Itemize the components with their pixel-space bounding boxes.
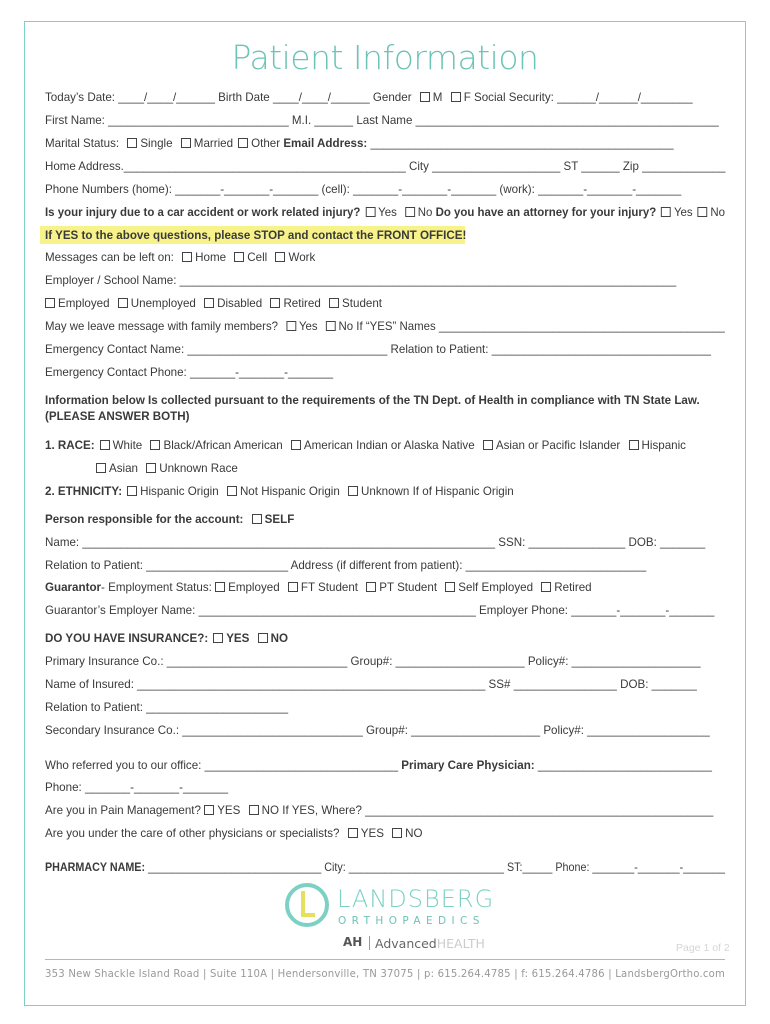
form-text: _____________________________ City: __________________________ ST:_____ Phone: _______-_______-_______ (145, 861, 726, 874)
form-text: First Name: ____________________________ M.I. ______ Last Name _______________________________________________ (45, 114, 719, 127)
form-text: No If “YES” Names _____________________________________________ (338, 320, 725, 333)
form-text: Emergency Contact Name: _______________________________ Relation to Patient: __________________________________ (45, 343, 711, 356)
checkbox[interactable] (204, 298, 214, 308)
checkbox[interactable] (661, 207, 671, 217)
checkbox[interactable] (420, 92, 430, 102)
form-text: Emergency Contact Phone: _______-_______-_______ (45, 366, 334, 379)
form-text: FT Student (300, 581, 362, 594)
form-text: Do you have an attorney for your injury? (435, 206, 657, 219)
form-line (45, 724, 710, 738)
form-text: Employed (228, 581, 283, 594)
form-text: (PLEASE ANSWER BOTH) (45, 410, 190, 423)
form-text: ___________________________ (534, 759, 712, 772)
form-text: 2. ETHNICITY: (45, 485, 123, 498)
form-text: Asian or Pacific Islander (495, 439, 624, 452)
form-text: Student (342, 297, 383, 310)
form-text: Married (193, 137, 234, 150)
health-word: HEALTH (436, 936, 485, 951)
form-text: YES (226, 632, 253, 645)
checkbox[interactable] (629, 440, 639, 450)
form-text: NO (270, 632, 288, 645)
form-text: Other (251, 137, 284, 150)
checkbox[interactable] (181, 138, 191, 148)
form-text: Phone: _______-_______-_______ (45, 781, 229, 794)
checkbox[interactable] (234, 252, 244, 262)
form-text: YES (217, 804, 244, 817)
form-line (45, 160, 725, 174)
form-text: Yes (673, 206, 693, 219)
checkbox[interactable] (348, 828, 358, 838)
advanced-health-mark-icon: AH (343, 935, 363, 949)
checkbox[interactable] (127, 138, 137, 148)
form-line (45, 410, 190, 424)
logo-brand-text: LANDSBERG (337, 885, 495, 913)
form-text: Hispanic (641, 439, 686, 452)
form-line (45, 632, 288, 646)
checkbox[interactable] (213, 633, 223, 643)
advanced-health-text (375, 936, 485, 951)
form-text: May we leave message with family members? (45, 320, 282, 333)
form-line (45, 251, 315, 265)
form-text: M (432, 91, 446, 104)
form-text: PT Student (379, 581, 441, 594)
form-text: NO (405, 827, 423, 840)
form-text: Name of Insured: ______________________________________________________ SS# ________________ DOB: _______ (45, 678, 697, 691)
form-line (45, 559, 646, 573)
checkbox[interactable] (326, 321, 336, 331)
form-text: Are you under the care of other physicians or specialists? (45, 827, 343, 840)
form-line (45, 581, 592, 595)
checkbox[interactable] (405, 207, 415, 217)
checkbox[interactable] (698, 207, 708, 217)
logo-l-icon (301, 891, 315, 917)
form-line (45, 804, 713, 818)
form-line (45, 366, 333, 380)
form-line (45, 827, 423, 841)
form-text: Black/African American (163, 439, 286, 452)
form-text: Relation to Patient: ______________________ Address (if different from patient): ____________________________ (45, 559, 647, 572)
form-text: Who referred you to our office: ______________________________ (45, 759, 402, 772)
form-line (45, 183, 681, 197)
form-text: American Indian or Alaska Native (303, 439, 478, 452)
form-text: Employer / School Name: _____________________________________________________________________________ (45, 274, 677, 287)
checkbox[interactable] (127, 486, 137, 496)
checkbox[interactable] (96, 463, 106, 473)
form-text: Retired (283, 297, 325, 310)
checkbox[interactable] (227, 486, 237, 496)
checkbox[interactable] (541, 582, 551, 592)
form-text: Relation to Patient: ______________________ (45, 701, 289, 714)
form-text: Cell (247, 251, 271, 264)
form-text: Self Employed (458, 581, 537, 594)
checkbox[interactable] (275, 252, 285, 262)
form-text: No (710, 206, 726, 219)
checkbox[interactable] (329, 298, 339, 308)
checkbox[interactable] (451, 92, 461, 102)
checkbox[interactable] (288, 582, 298, 592)
form-text: Hispanic Origin (140, 485, 222, 498)
form-line (45, 274, 676, 288)
form-text: Work (288, 251, 316, 264)
form-text: Email Address: (283, 137, 368, 150)
form-text: Is your injury due to a car accident or work related injury? (45, 206, 361, 219)
form-line (96, 462, 238, 476)
form-text: Are you in Pain Management? (45, 804, 205, 817)
form-text: Person responsible for the account: (45, 513, 247, 526)
checkbox[interactable] (146, 463, 156, 473)
form-text: Home Address.____________________________________________ City ____________________ ST ______ Zip _____________ (45, 160, 726, 173)
form-line (45, 701, 288, 715)
checkbox[interactable] (258, 633, 268, 643)
form-text: Home (195, 251, 230, 264)
form-line (45, 297, 382, 311)
form-text: Asian (109, 462, 142, 475)
form-text: Not Hispanic Origin (239, 485, 344, 498)
form-text: Retired (554, 581, 592, 594)
form-text: Guarantor (45, 581, 102, 594)
form-text: Primary Care Physician: (401, 759, 535, 772)
form-text: Marital Status: (45, 137, 123, 150)
form-line (45, 485, 514, 499)
form-line (45, 513, 294, 527)
checkbox[interactable] (204, 805, 214, 815)
form-text: Information below Is collected pursuant to the requirements of the TN Dept. of Health in compliance with TN State Law. (45, 394, 700, 407)
form-text: Yes (378, 206, 401, 219)
form-text: White (112, 439, 146, 452)
logo-sub-text: ORTHOPAEDICS (338, 915, 485, 927)
form-line (45, 137, 674, 151)
checkbox[interactable] (238, 138, 248, 148)
form-text: SELF (264, 513, 295, 526)
form-text: PHARMACY NAME: (45, 861, 146, 874)
advanced-word: Advanced (375, 936, 437, 951)
form-text: _______________________________________________ (367, 137, 674, 150)
checkbox[interactable] (286, 321, 296, 331)
form-text: Today’s Date: ____/____/______ Birth Date ____/____/______ Gender (45, 91, 415, 104)
form-line (45, 861, 725, 875)
form-text: Single (140, 137, 176, 150)
form-line (45, 394, 700, 408)
form-text: - Employment Status: (101, 581, 216, 594)
form-line (45, 655, 701, 669)
form-line (45, 206, 725, 220)
form-line (45, 343, 711, 357)
checkbox[interactable] (291, 440, 301, 450)
form-text: Secondary Insurance Co.: ____________________________ Group#: ____________________ Policy#: ___________________ (45, 724, 710, 737)
form-text: Unknown If of Hispanic Origin (361, 485, 514, 498)
form-text: Guarantor’s Employer Name: ___________________________________________ Employer Phone: _______-_______-_______ (45, 604, 715, 617)
form-text: NO If YES, Where? ______________________________________________________ (261, 804, 714, 817)
checkbox[interactable] (270, 298, 280, 308)
checkbox[interactable] (45, 298, 55, 308)
form-text: DO YOU HAVE INSURANCE?: (45, 632, 209, 645)
footer-divider (45, 959, 725, 960)
form-text: 1. RACE: (45, 439, 95, 452)
form-line (45, 229, 466, 243)
form-text: Disabled (217, 297, 266, 310)
form-text: YES (360, 827, 388, 840)
form-line (45, 604, 714, 618)
checkbox[interactable] (150, 440, 160, 450)
form-text: Primary Insurance Co.: ____________________________ Group#: ____________________ Policy#: ____________________ (45, 655, 701, 668)
form-text: Employed (58, 297, 113, 310)
checkbox[interactable] (392, 828, 402, 838)
checkbox[interactable] (366, 582, 376, 592)
checkbox[interactable] (118, 298, 128, 308)
form-text: Unknown Race (159, 462, 238, 475)
form-line (45, 759, 712, 773)
page-number: Page 1 of 2 (676, 942, 730, 954)
form-text: Name: ________________________________________________________________ SSN: _______________ DOB: _______ (45, 536, 706, 549)
checkbox[interactable] (182, 252, 192, 262)
checkbox[interactable] (215, 582, 225, 592)
footer-contact: 353 New Shackle Island Road | Suite 110A | Hendersonville, TN 37075 | p: 615.264.4785 | f: 615.264.4786 | LandsbergOrtho.com (45, 968, 726, 980)
form-text: No (417, 206, 436, 219)
form-text: Phone Numbers (home): _______-_______-_______ (cell): _______-_______-_______ (work): _______-_______-_______ (45, 183, 682, 196)
form-line (45, 678, 697, 692)
checkbox[interactable] (252, 514, 262, 524)
checkbox[interactable] (445, 582, 455, 592)
checkbox[interactable] (365, 207, 375, 217)
form-text: Unemployed (130, 297, 200, 310)
page-title: Patient Information (231, 38, 539, 77)
form-text: If YES to the above questions, please STOP and contact the FRONT OFFICE! (45, 229, 467, 242)
checkbox[interactable] (100, 440, 110, 450)
form-text: Yes (298, 320, 321, 333)
form-line (45, 536, 705, 550)
form-line (45, 91, 693, 105)
form-line (45, 439, 686, 453)
checkbox[interactable] (249, 805, 259, 815)
form-text: F Social Security: ______/______/________ (463, 91, 693, 104)
form-line (45, 320, 725, 334)
form-line (45, 781, 228, 795)
checkbox[interactable] (483, 440, 493, 450)
form-text: Messages can be left on: (45, 251, 178, 264)
form-line (45, 114, 719, 128)
checkbox[interactable] (348, 486, 358, 496)
logo-divider (369, 936, 370, 950)
